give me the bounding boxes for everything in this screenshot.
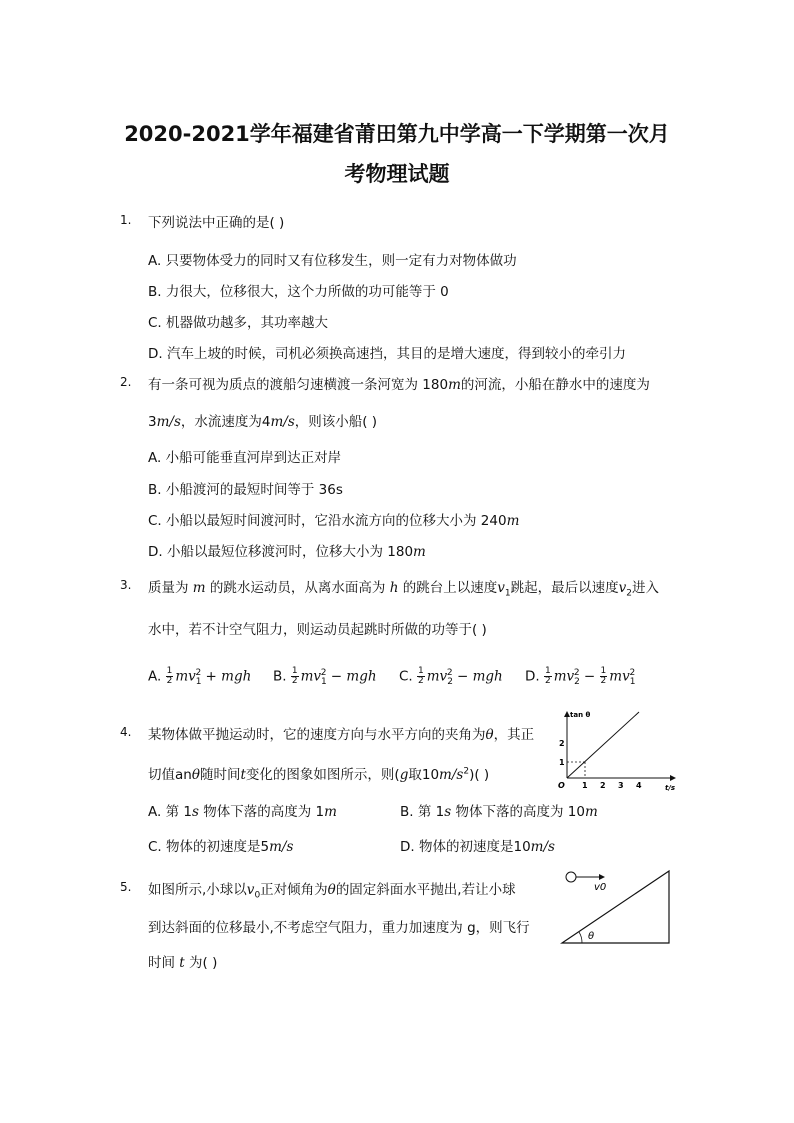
option-d: D. 物体的初速度是10m/s [400, 839, 555, 855]
question-stem-line2: 水中，若不计空气阻力，则运动员起跳时所做的功等于( ) [148, 622, 487, 638]
x-tick-label: 4 [636, 781, 642, 790]
option-d: D. 小船以最短位移渡河时，位移大小为 180m [148, 544, 426, 560]
angle-arc [579, 932, 582, 943]
question-number: 2. [120, 375, 132, 389]
x-tick-label: 1 [582, 781, 588, 790]
x-tick-label: 3 [618, 781, 624, 790]
origin-label: O [558, 781, 565, 790]
question-number: 3. [120, 578, 132, 592]
option-a: A. $\frac{1}{2}$ $mv_1^2$ + mgh [148, 666, 252, 688]
question-number: 4. [120, 725, 132, 739]
tan-theta-time-graph [555, 708, 680, 794]
angle-label: θ [588, 931, 595, 942]
question-stem-line2: 到达斜面的位移最小,不考虑空气阻力，重力加速度为 g，则飞行 [148, 920, 530, 936]
option-c: C. 物体的初速度是5m/s [148, 839, 294, 855]
question-stem-line1: 有一条可视为质点的渡船匀速横渡一条河宽为 180m的河流，小船在静水中的速度为 [148, 377, 650, 393]
graph-line [567, 712, 639, 778]
question-stem-line2: 切值anθ随时间t变化的图象如图所示，则(g取$10m/s^2$)( ) [148, 766, 490, 783]
question-number: 5. [120, 880, 132, 894]
question-stem-line1: 某物体做平抛运动时，它的速度方向与水平方向的夹角为θ，其正 [148, 727, 535, 743]
incline-projectile-diagram [556, 864, 676, 948]
option-b: B. $\frac{1}{2}$ $mv_1^2$ − mgh [273, 666, 377, 688]
option-a: A. 只要物体受力的同时又有位移发生，则一定有力对物体做功 [148, 253, 517, 269]
ball-icon [566, 872, 576, 882]
incline-triangle [562, 871, 669, 943]
question-number: 1. [120, 213, 132, 227]
question-stem-line1: 如图所示,小球以$v_0$正对倾角为θ的固定斜面水平抛出,若让小球 [148, 882, 516, 901]
x-axis-label: t/s [665, 784, 676, 792]
option-d: D. $\frac{1}{2}$ $mv_2^2$ − $\frac{1}{2}$ $mv_1^2$ [525, 666, 636, 688]
question-stem: 下列说法中正确的是( ) [148, 215, 285, 231]
y-tick-label: 2 [559, 739, 565, 748]
question-stem-line1: 质量为 m 的跳水运动员，从离水面高为 h 的跳台上以速度$v_1$跳起，最后以速度$v_2$进入 [148, 580, 659, 599]
option-b: B. 力很大，位移很大，这个力所做的功可能等于 0 [148, 284, 449, 300]
option-c: C. 机器做功越多，其功率越大 [148, 315, 329, 331]
option-b: B. 第 1s 物体下落的高度为 10m [400, 804, 598, 820]
paper-title-line2: 考物理试题 [344, 162, 450, 186]
option-d: D. 汽车上坡的时候，司机必须换高速挡，其目的是增大速度，得到较小的牵引力 [148, 346, 626, 362]
question-stem-line2: 3m/s，水流速度为4m/s，则该小船( ) [148, 414, 378, 430]
x-tick-label: 2 [600, 781, 606, 790]
velocity-label: v0 [594, 882, 607, 893]
option-c: C. $\frac{1}{2}$ $mv_2^2$ − mgh [399, 666, 503, 688]
option-a: A. 小船可能垂直河岸到达正对岸 [148, 450, 342, 466]
question-stem-line3: 时间 t 为( ) [148, 955, 218, 971]
y-tick-label: 1 [559, 758, 565, 767]
paper-title-line1: 2020-2021学年福建省莆田第九中学高一下学期第一次月 [124, 122, 670, 146]
y-axis-label: tan θ [570, 711, 591, 719]
option-b: B. 小船渡河的最短时间等于 36s [148, 482, 343, 498]
option-a: A. 第 1s 物体下落的高度为 1m [148, 804, 337, 820]
option-c: C. 小船以最短时间渡河时，它沿水流方向的位移大小为 240m [148, 513, 520, 529]
